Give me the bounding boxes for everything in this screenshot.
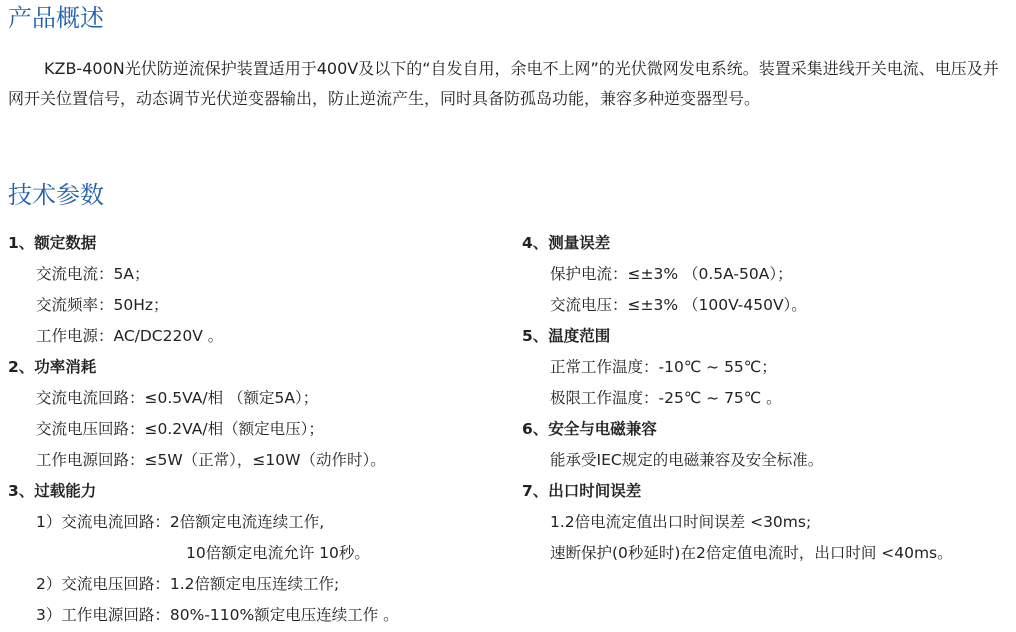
section-heading-rated-data: 1、额定数据 [8, 234, 97, 252]
spec-item: 交流频率：50Hz； [36, 296, 169, 314]
spec-item: 1）交流电流回路：2倍额定电流连续工作, [36, 513, 325, 531]
section-heading-trip-time-error: 7、出口时间误差 [522, 482, 642, 500]
overview-text: KZB-400N光伏防逆流保护装置适用于400V及以下的“自发自用，余电不上网”的光伏微网发电系统。装置采集进线开关电流、电压及并网开关位置信号，动态调节光伏逆变器输出，防止逆流产生，同时具备防孤岛功能，兼容多种逆变器型号。 [8, 59, 999, 108]
params-right-column [522, 229, 1012, 570]
spec-item: 交流电流：5A； [36, 265, 150, 283]
spec-item: 极限工作温度：-25℃ ~ 75℃ 。 [550, 389, 782, 407]
spec-item: 工作电源回路：≤5W（正常），≤10W（动作时）。 [36, 451, 386, 469]
section-heading-power-consumption: 2、功率消耗 [8, 358, 97, 376]
params-title: 技术参数 [8, 181, 104, 209]
spec-item-continuation: 10倍额定电流允许 10秒。 [186, 544, 370, 562]
spec-item: 交流电压回路：≤0.2VA/相（额定电压）； [36, 420, 324, 438]
spec-item: 交流电流回路：≤0.5VA/相 （额定5A）； [36, 389, 319, 407]
spec-item: 2）交流电压回路：1.2倍额定电压连续工作; [36, 575, 340, 593]
spec-item: 3）工作电源回路：80%-110%额定电压连续工作 。 [36, 606, 399, 624]
section-heading-temperature-range: 5、温度范围 [522, 327, 611, 345]
section-heading-overload-capacity: 3、过载能力 [8, 482, 97, 500]
section-heading-measurement-error: 4、测量误差 [522, 234, 611, 252]
spec-item: 能承受IEC规定的电磁兼容及安全标准。 [550, 451, 824, 469]
spec-item: 保护电流：≤±3% （0.5A-50A）； [550, 265, 793, 283]
section-heading-safety-emc: 6、安全与电磁兼容 [522, 420, 657, 438]
overview-title: 产品概述 [8, 4, 104, 32]
spec-item: 工作电源：AC/DC220V 。 [36, 327, 224, 345]
params-left-column [8, 229, 498, 632]
spec-item: 交流电压：≤±3% （100V-450V）。 [550, 296, 807, 314]
overview-paragraph [8, 54, 1012, 114]
spec-item: 正常工作温度：-10℃ ~ 55℃； [550, 358, 777, 376]
spec-item: 速断保护(0秒延时)在2倍定值电流时，出口时间 <40ms。 [550, 544, 953, 562]
spec-item: 1.2倍电流定值出口时间误差 <30ms; [550, 513, 812, 531]
